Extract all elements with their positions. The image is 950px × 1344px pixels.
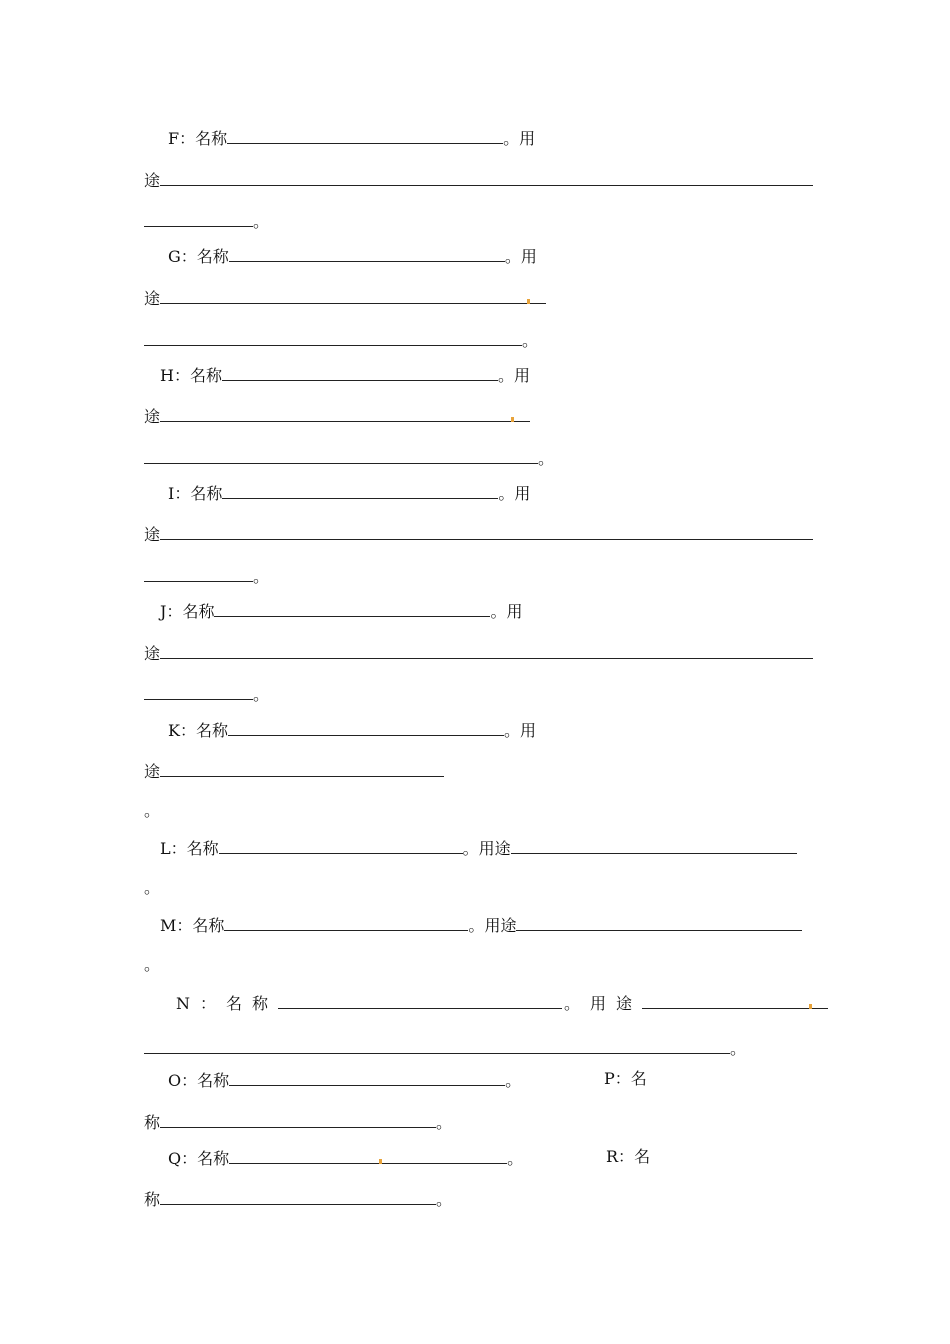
name-label: 名称 [189, 366, 222, 385]
item-p-name-row-2 [144, 1110, 452, 1132]
item-letter: K [168, 721, 180, 740]
name-blank[interactable] [224, 913, 468, 931]
item-letter: Q [168, 1149, 182, 1168]
item-letter: M [160, 916, 177, 935]
use-label-end: 途 [144, 289, 161, 308]
item-h-name-row [160, 363, 530, 385]
item-i-use-row-2 [144, 564, 269, 586]
name-blank[interactable] [229, 1146, 507, 1164]
item-g-use-row-2 [144, 328, 538, 350]
use-label: 用途 [484, 916, 517, 935]
item-f-name-row [168, 126, 535, 148]
item-letter: L [160, 839, 171, 858]
name-blank[interactable] [222, 363, 498, 381]
colon: ： [174, 484, 191, 503]
name-blank[interactable] [228, 718, 504, 736]
use-blank-continued[interactable] [144, 446, 538, 464]
period: 。 [504, 247, 521, 266]
use-label-end: 途 [144, 525, 161, 544]
colon: ： [170, 839, 187, 858]
name-label-start: 名 [630, 1069, 647, 1088]
item-letter: I [168, 484, 175, 503]
item-r-name-row-2 [144, 1187, 452, 1209]
period: 。 [730, 1039, 747, 1058]
name-blank[interactable] [227, 126, 503, 144]
use-label-end: 途 [144, 407, 161, 426]
name-blank[interactable] [222, 481, 498, 499]
name-label-end: 称 [144, 1190, 161, 1209]
use-label-start: 用 [514, 484, 531, 503]
period: 。 [144, 955, 161, 974]
item-letter: F [168, 129, 180, 148]
item-f-use-row [144, 168, 813, 190]
period: 。 [505, 1071, 522, 1090]
use-blank-continued[interactable] [144, 209, 253, 227]
colon: ： [179, 129, 196, 148]
use-label-end: 途 [144, 762, 161, 781]
colon: ： [200, 994, 227, 1013]
use-blank[interactable] [160, 759, 444, 777]
colon: ： [181, 1149, 198, 1168]
period: 。 [253, 212, 270, 231]
name-blank[interactable] [160, 1187, 436, 1205]
colon: ： [180, 247, 197, 266]
period: 。 [522, 331, 539, 350]
use-blank[interactable] [511, 836, 797, 854]
item-j-use-row-2 [144, 682, 269, 704]
name-blank[interactable] [278, 991, 562, 1009]
item-i-name-row [168, 481, 530, 503]
item-n-row [176, 991, 828, 1013]
item-f-use-row-2 [144, 209, 269, 231]
use-label-start: 用 [506, 602, 523, 621]
item-letter: P [604, 1069, 615, 1088]
item-h-use-row [144, 404, 530, 426]
period: 。 [144, 878, 161, 897]
colon: ： [181, 1071, 198, 1090]
item-g-use-row [144, 286, 546, 308]
item-m-end-row [144, 954, 160, 976]
item-letter: R [606, 1147, 619, 1166]
colon: ： [618, 1147, 635, 1166]
period: 。 [490, 602, 507, 621]
name-blank[interactable] [214, 599, 490, 617]
item-p-row [604, 1068, 647, 1090]
name-label: 名称 [226, 994, 279, 1013]
use-label: 用途 [590, 994, 643, 1013]
period: 。 [503, 721, 520, 740]
name-label-start: 名 [634, 1147, 651, 1166]
name-label-end: 称 [144, 1113, 161, 1132]
item-letter: H [160, 366, 174, 385]
use-blank[interactable] [160, 286, 546, 304]
use-label-start: 用 [520, 247, 537, 266]
name-label: 名称 [196, 247, 229, 266]
name-label: 名称 [182, 602, 215, 621]
item-n-use-row-2 [144, 1036, 746, 1058]
period: 。 [507, 1149, 524, 1168]
use-blank-continued[interactable] [144, 328, 522, 346]
period: 。 [144, 801, 161, 820]
edit-mark [809, 1004, 812, 1009]
use-label-start: 用 [519, 129, 536, 148]
use-label-start: 用 [520, 721, 537, 740]
item-l-end-row [144, 877, 160, 899]
period: 。 [498, 484, 515, 503]
use-label-start: 用 [514, 366, 531, 385]
item-k-use-row [144, 759, 444, 781]
edit-mark [379, 1159, 382, 1164]
use-label: 用途 [478, 839, 511, 858]
use-blank[interactable] [160, 522, 813, 540]
name-label: 名称 [186, 839, 219, 858]
period: 。 [436, 1113, 453, 1132]
name-label: 名称 [192, 916, 225, 935]
name-blank[interactable] [219, 836, 463, 854]
colon: ： [173, 366, 190, 385]
name-label: 名称 [197, 1071, 230, 1090]
edit-mark [527, 299, 530, 304]
period: 。 [538, 449, 555, 468]
name-label: 名称 [197, 1149, 230, 1168]
use-blank[interactable] [160, 641, 813, 659]
colon: ： [166, 602, 183, 621]
item-r-row [606, 1146, 650, 1168]
item-h-use-row-2 [144, 446, 554, 468]
name-blank[interactable] [160, 1110, 436, 1128]
use-blank[interactable] [516, 913, 802, 931]
name-label: 名称 [190, 484, 223, 503]
use-blank-continued[interactable] [144, 1036, 730, 1054]
item-g-name-row [168, 244, 537, 266]
item-l-row [160, 836, 797, 858]
item-letter: O [168, 1071, 182, 1090]
period: 。 [564, 994, 591, 1013]
use-label-end: 途 [144, 171, 161, 190]
period: 。 [468, 916, 485, 935]
item-j-name-row [160, 599, 522, 621]
use-blank-continued[interactable] [144, 564, 253, 582]
item-k-use-row-2 [144, 800, 160, 822]
item-k-name-row [168, 718, 536, 740]
period: 。 [503, 129, 520, 148]
period: 。 [462, 839, 479, 858]
item-j-use-row [144, 641, 813, 663]
period: 。 [436, 1190, 453, 1209]
item-q-row [168, 1146, 523, 1168]
use-blank-continued[interactable] [144, 682, 253, 700]
item-m-row [160, 913, 802, 935]
colon: ： [179, 721, 196, 740]
item-letter: J [160, 602, 167, 621]
item-letter: G [168, 247, 181, 266]
use-blank[interactable] [642, 991, 828, 1009]
edit-mark [511, 417, 514, 422]
colon: ： [176, 916, 193, 935]
colon: ： [614, 1069, 631, 1088]
period: 。 [497, 366, 514, 385]
name-blank[interactable] [229, 1068, 505, 1086]
name-label: 名称 [195, 721, 228, 740]
item-i-use-row [144, 522, 813, 544]
use-label-end: 途 [144, 644, 161, 663]
use-blank[interactable] [160, 168, 813, 186]
use-blank[interactable] [160, 404, 530, 422]
name-label: 名称 [195, 129, 228, 148]
name-blank[interactable] [229, 244, 505, 262]
item-letter: N [176, 994, 200, 1013]
period: 。 [253, 685, 270, 704]
item-o-row [168, 1068, 521, 1090]
period: 。 [253, 567, 270, 586]
